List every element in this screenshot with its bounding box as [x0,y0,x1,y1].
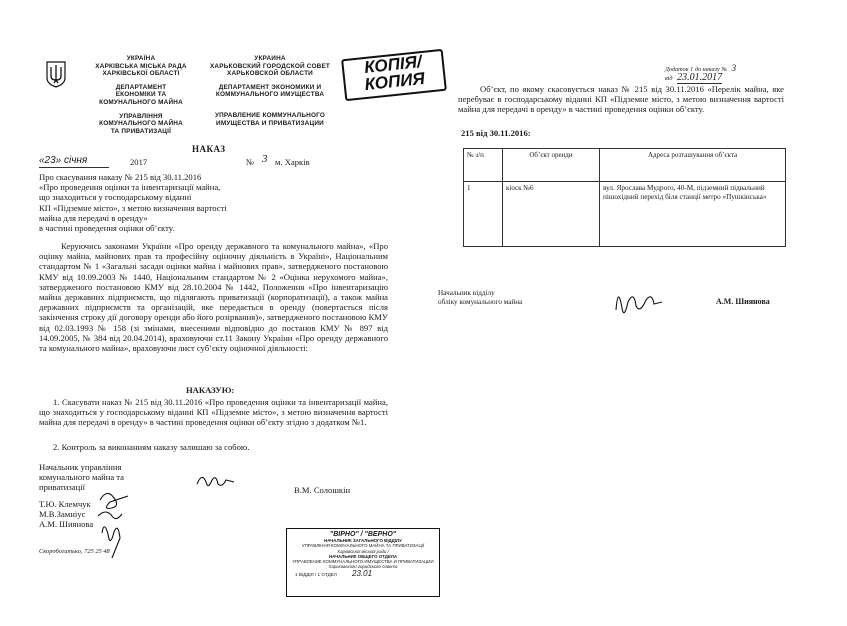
table-header-row [464,149,786,182]
table-header-cell: Адреса розташування об’єкта [600,149,786,182]
header-ua-mgmt-1: УПРАВЛІННЯ [119,112,163,120]
signer-name: В.М. Солошкін [294,485,351,495]
subject-line-2: «Про проведення оцінки та інвентаризації майна, [39,182,221,193]
appendix-order-ref: 215 від 30.11.2016: [461,128,531,138]
right-signer-name: А.М. Шиянова [716,297,770,306]
order-item-2: 2. Контроль за виконанням наказу залишаю за собою. [53,442,250,452]
table-header-cell: Об’єкт оренди [503,149,600,182]
table-row [464,182,786,247]
right-signature-icon [606,280,666,325]
order-number-prefix: № [246,157,255,167]
right-signer-title-2: обліку комунального майна [438,298,523,306]
header-ru-country: УКРАИНА [254,55,286,62]
right-signer-title-1: Начальник відділу [438,289,495,297]
header-ua-region: ХАРКІВСЬКОЇ ОБЛАСТІ [102,70,180,78]
trident-emblem-icon [45,60,67,88]
table-cell: вул. Ярослава Мудрого, 40-М, підземний підвальний пішохідний перехід біля станції метро «Пушкінська» [600,182,786,247]
header-ru-mgmt-2: ИМУЩЕСТВА И ПРИВАТИЗАЦИИ [216,119,324,127]
table-cell: 1 [464,182,503,247]
preamble-paragraph: Керуючись законами України «Про оренду державного та комунального майна», «Про оцінку майна, майнових прав та професійну оціночну діяльність в Україні», Національним стандартом № 1 «Загальні засади оцінки майна і майнових прав», затвердженого постановою КМУ від 10.09.2003 № 1440, Національним стандартом № 2 «Оцінка нерухомого майна», затвердженого постановою КМУ від 28.10.2004 № 1442, Положення «Про інвентаризацію майна державних підприємств, що підлягають приватизації (корпоратизації), а також майна державних підприємств та організацій, яке передається в оренду (повертається після закінчення строку дії договору оренди або його розірвання)», затвердженого постановою КМУ від 02.03.1993 № 158 (зі змінами, внесеними відповідно до постанов КМУ № 897 від 14.09.2005, № 384 від 20.04.2014), враховуючи ст.11 Закону України «Про оренду державного та комунального майна», враховуючи лист суб’єкту оціночної діяльності: [39,241,388,354]
appendix-date-prefix: від [665,75,673,82]
subject-line-3: що знаходиться у господарському віданні [39,192,192,203]
stamp-line-3: Харківської міської ради / [337,548,389,554]
order-city: м. Харків [275,157,310,167]
director-signature-icon [194,470,236,494]
header-ua-council: ХАРКІВСЬКА МІСЬКА РАДА [95,62,187,70]
visa-1: Т.Ю. Клемчук [39,499,91,509]
appendix-label-text: Додаток 1 до наказу № [665,66,728,73]
appendix-number: 3 [731,63,737,73]
header-ua-dept-3: КОМУНАЛЬНОГО МАЙНА [99,98,183,106]
header-ru-mgmt-1: УПРАВЛЕНИЕ КОММУНАЛЬНОГО [214,111,326,119]
header-ru-council: ХАРЬКОВСКИЙ ГОРОДСКОЙ СОВЕТ [209,62,331,70]
header-ua-country: УКРАЇНА [126,55,156,62]
stamp-line-6: Харьковского городского совета [328,564,398,570]
header-ru-dept-1: ДЕПАРТАМЕНТ ЭКОНОМИКИ И [218,83,322,91]
stamp-line-1: НАЧАЛЬНИК ЗАГАЛЬНОГО ВІДДІЛУ [324,538,402,543]
stamp-title: "ВІРНО" / "ВЕРНО" [329,531,397,538]
header-ua [82,55,200,135]
order-item-1: 1. Скасувати наказ № 215 від 30.11.2016 «Про проведення оцінки та інвентаризації майна, що знаходиться у господарському віданні КП «Підземне місто», з метою визначення вартості майна для передачі в оренду» в частині проведення оцінки об’єкту згідно з додатком №1. [39,397,388,428]
date-underline [39,167,109,168]
stamp-line-2: УПРАВЛІННЯ КОМУНАЛЬНОГО МАЙНА ТА ПРИВАТИЗАЦІЇ [301,543,425,549]
appendix-intro: Об’єкт, по якому скасовується наказ № 215 від 30.11.2016 «Перелік майна, яке перебуває в господарському віданні КП «Підземне місто, з метою визначення вартості майна для передачі в оренду» в частині проведення оцінки об’єкту. [458,84,784,115]
stamp-handwritten-date: 23.01 [352,568,373,578]
order-heading: НАКАЗУЮ: [186,385,235,395]
order-number-handwritten: 3 [262,153,268,165]
appendix-date-line [665,72,722,83]
stamp-bottom-label: 1 ВІДДІЛ / 1 ОТДЕЛ [295,571,337,577]
header-ru [200,55,340,127]
right-signer-title [438,289,522,307]
doc-type-title: НАКАЗ [192,144,226,154]
subject-line-5: майна для передачі в оренду» [39,212,148,223]
certified-stamp [286,528,440,597]
subject-line-6: в частині проведення оцінки об’єкту. [39,223,175,234]
visa-2: М.В.Замніус [39,509,86,520]
header-ua-mgmt-3: ТА ПРИВАТИЗАЦІЇ [110,127,172,135]
appendix-date: 23.01.2017 [677,72,723,83]
stamp-line-5: УПРАВЛЕНИЕ КОММУНАЛЬНОГО ИМУЩЕСТВА И ПРИВАТИЗАЦИИ [292,559,434,565]
header-ru-dept-2: КОММУНАЛЬНОГО ИМУЩЕСТВА [215,91,325,99]
header-ru-region: ХАРЬКОВСКОЙ ОБЛАСТИ [227,70,313,78]
stamp-bottom-line [287,568,439,578]
signer-title-3: приватизації [39,482,85,493]
copy-stamp: КОПІЯ/ КОПИЯ [341,49,447,101]
order-year: 2017 [130,157,148,167]
subject-line-4: КП «Підземне місто», з метою визначення вартості [39,202,227,213]
footer-note: Скоробогатько, 725 25 48 [39,548,110,555]
subject-line-1: Про скасування наказу № 215 від 30.11.2016 [39,172,202,182]
order-date-handwritten: «23» січня [39,155,88,166]
appendix-table [463,148,786,247]
table-header-cell: № з/п [464,149,503,182]
visa-3: А.М. Шиянова [39,519,94,530]
header-ua-dept-1: ДЕПАРТАМЕНТ [115,83,167,91]
header-ua-mgmt-2: КОМУНАЛЬНОГО МАЙНА [99,120,183,128]
order-subject [39,172,289,233]
header-ua-dept-2: ЕКОНОМІКИ ТА [115,91,167,99]
stamp-line-4: НАЧАЛЬНИК ОБЩЕГО ОТДЕЛА [328,553,398,559]
signer-title-2: комунального майна та [39,472,124,483]
signer-title-1: Начальник управління [39,462,122,472]
table-cell: кіоск №6 [503,182,600,247]
